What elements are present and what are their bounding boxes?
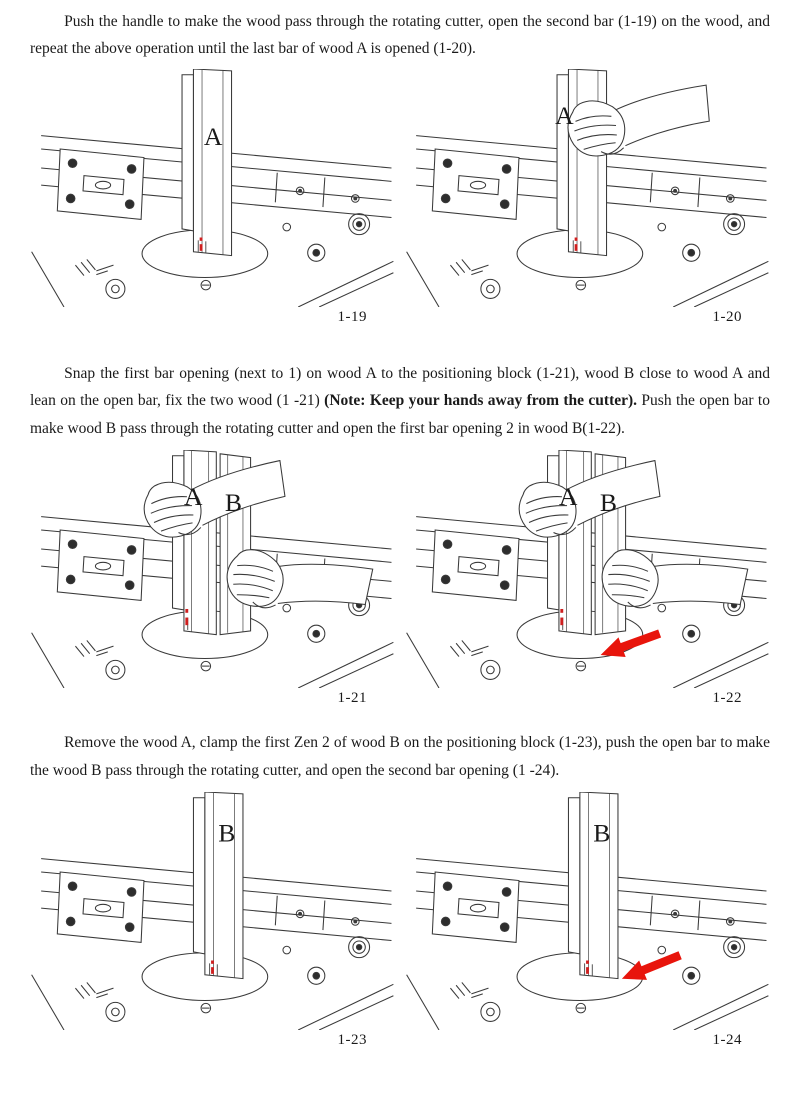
figure-row-3 — [30, 792, 770, 1049]
figure-caption: 1-21 — [337, 690, 367, 707]
figure-1-22-art — [405, 450, 770, 688]
wood-label-b: B — [224, 488, 243, 518]
figure-1-24 — [405, 792, 770, 1049]
paragraph-1: Push the handle to make the wood pass through the rotating cutter, open the second bar (1-19) on the wood, and repeat the above operation until the last bar of wood A is opened (1-20). — [30, 13, 770, 58]
figure-1-19-art — [30, 69, 395, 307]
figure-caption: 1-20 — [712, 308, 742, 325]
figure-1-19 — [30, 69, 395, 326]
figure-row-2 — [30, 450, 770, 707]
figure-caption: 1-24 — [712, 1031, 742, 1048]
figure-1-21 — [30, 450, 395, 707]
wood-label-b: B — [599, 488, 618, 518]
figure-1-21-art — [30, 450, 395, 688]
figure-row-1 — [30, 69, 770, 326]
paragraph-2-text-1: Snap the first bar opening (next to 1) on wood A to the positioning block (1-21), wood B close to wood A and lean on the open bar, fix the two wood (1 -21) — [30, 364, 770, 410]
figure-caption: 1-23 — [337, 1031, 367, 1048]
wood-board-a — [557, 69, 607, 256]
figure-1-22 — [405, 450, 770, 707]
paragraph-3: Remove the wood A, clamp the first Zen 2 of wood B on the positioning block (1-23), push the open bar to make the wood B pass through the rotating cutter, and open the second bar opening (1 -24). — [30, 734, 770, 779]
wood-board-a — [182, 69, 232, 256]
wood-label-a: A — [555, 101, 574, 131]
wood-label-b: B — [218, 818, 236, 848]
figure-1-20 — [405, 69, 770, 326]
figure-1-24-art — [405, 792, 770, 1030]
paragraph-2-note: (Note: Keep your hands away from the cutter). — [324, 392, 638, 410]
figure-1-23-art — [30, 792, 395, 1030]
figure-caption: 1-22 — [712, 690, 742, 707]
wood-label-a: A — [203, 122, 223, 152]
figure-1-23 — [30, 792, 395, 1049]
wood-label-a: A — [183, 482, 203, 512]
figure-1-20-art — [405, 69, 770, 307]
paragraph-2-text-2: Push the open bar to make wood B pass through the rotating cutter and open the first bar opening 2 in wood B(1-22). — [30, 392, 770, 437]
figure-caption: 1-19 — [337, 308, 367, 325]
wood-label-b: B — [593, 818, 611, 848]
wood-label-a: A — [558, 482, 578, 512]
paragraph-2 — [30, 360, 770, 442]
